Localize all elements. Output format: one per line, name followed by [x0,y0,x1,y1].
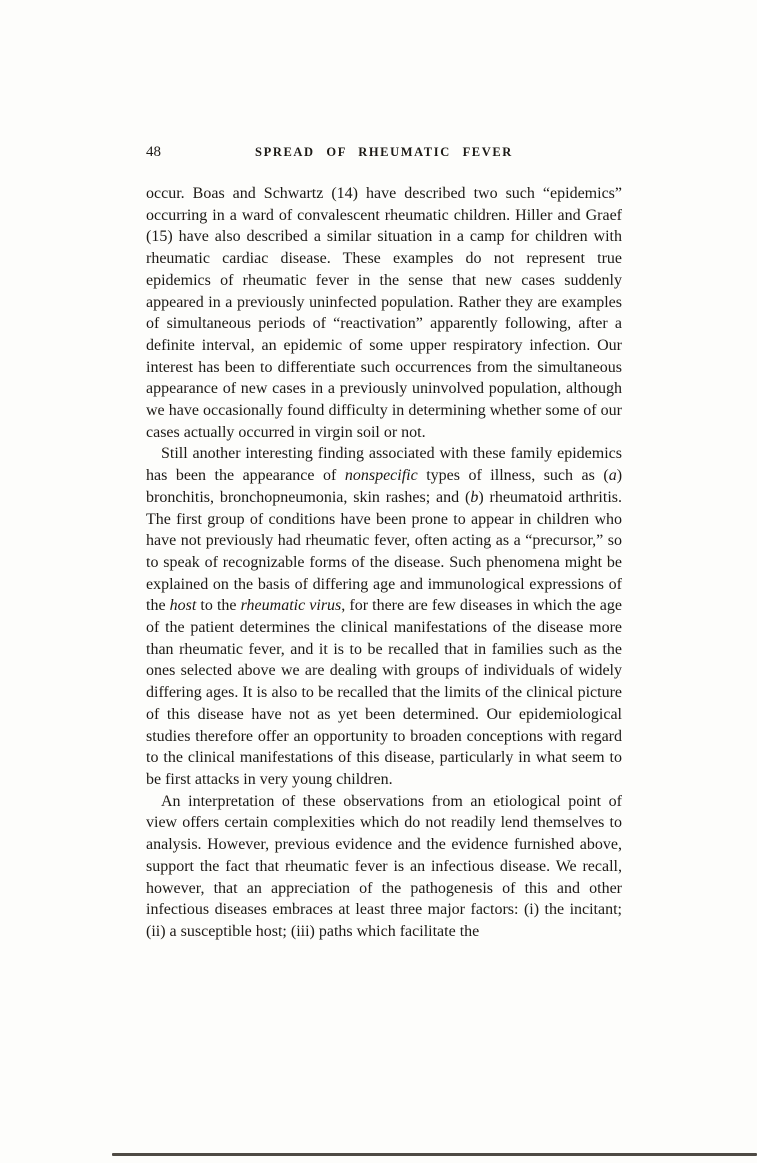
text-run: to the [196,597,241,615]
paragraph [146,183,622,443]
paragraph [146,443,622,790]
italic-text-run: a [608,467,617,485]
running-head-title: SPREAD OF RHEUMATIC FEVER [255,145,513,159]
text-run: occur. Boas and Schwartz (14) have described two such “epidemics” occurring in a ward of convalescent rheumatic children. Hiller and Graef (15) have also described a similar situation in a camp for children with rheumatic cardiac disease. These examples do not represent true epidemics of rheumatic fever in the sense that new cases suddenly appeared in a previously uninfected population. Rather they are examples of simultaneous periods of “reactivation” apparently following, after a definite interval, an epidemic of some upper respiratory infection. Our interest has been to differentiate such occurrences from the simultaneous appearance of new cases in a previously uninvolved population, although we have occasionally found difficulty in determining whether some of our cases actually occurred in virgin soil or not. [146,185,622,441]
italic-text-run: rheumatic virus [240,597,342,615]
text-run: An interpretation of these observations from an etiological point of view offers certain complexities which do not readily lend themselves to analysis. However, previous evidence and the evidence furnished above, support the fact that rheumatic fever is an infectious disease. We recall, however, that an appreciation of the pathogenesis of this and other infectious diseases embraces at least three major factors: (i) the incitant; (ii) a susceptible host; (iii) paths which facilitate the [146,792,622,940]
text-run: , for there are few diseases in which the age of the patient determines the clinical manifestations of the disease more than rheumatic fever, and it is to be recalled that in families such as the ones selected above we are dealing with groups of individuals of widely differing ages. It is also to be recalled that the limits of the clinical picture of this disease have not as yet been determined. Our epidemiological studies therefore offer an opportunity to broaden conceptions with regard to the clinical manifestations of this disease, particularly in what seem to be first attacks in very young children. [146,597,622,788]
italic-text-run: host [169,597,197,615]
text-run: ) bronchitis, bronchopneumonia, skin rashes; and ( [146,467,623,506]
italic-text-run: nonspecific [344,467,418,485]
page-number: 48 [146,144,161,160]
text-run: Still another interesting finding associated with these family epidemics has been the appearance of [146,445,622,485]
scan-edge-line [112,1153,757,1156]
paragraph [146,791,622,943]
page-body [146,183,622,943]
text-run: types of illness, such as ( [417,467,609,485]
italic-text-run: b [470,488,479,506]
text-column [146,143,622,943]
text-run: ) rheumatoid arthritis. The first group of conditions have been prone to appear in children who have not previously had rheumatic fever, often acting as a “precursor,” so to speak of recognizable forms of the disease. Such phenomena might be explained on the basis of differing age and immunological expressions of the [146,488,622,615]
running-header [146,143,622,161]
